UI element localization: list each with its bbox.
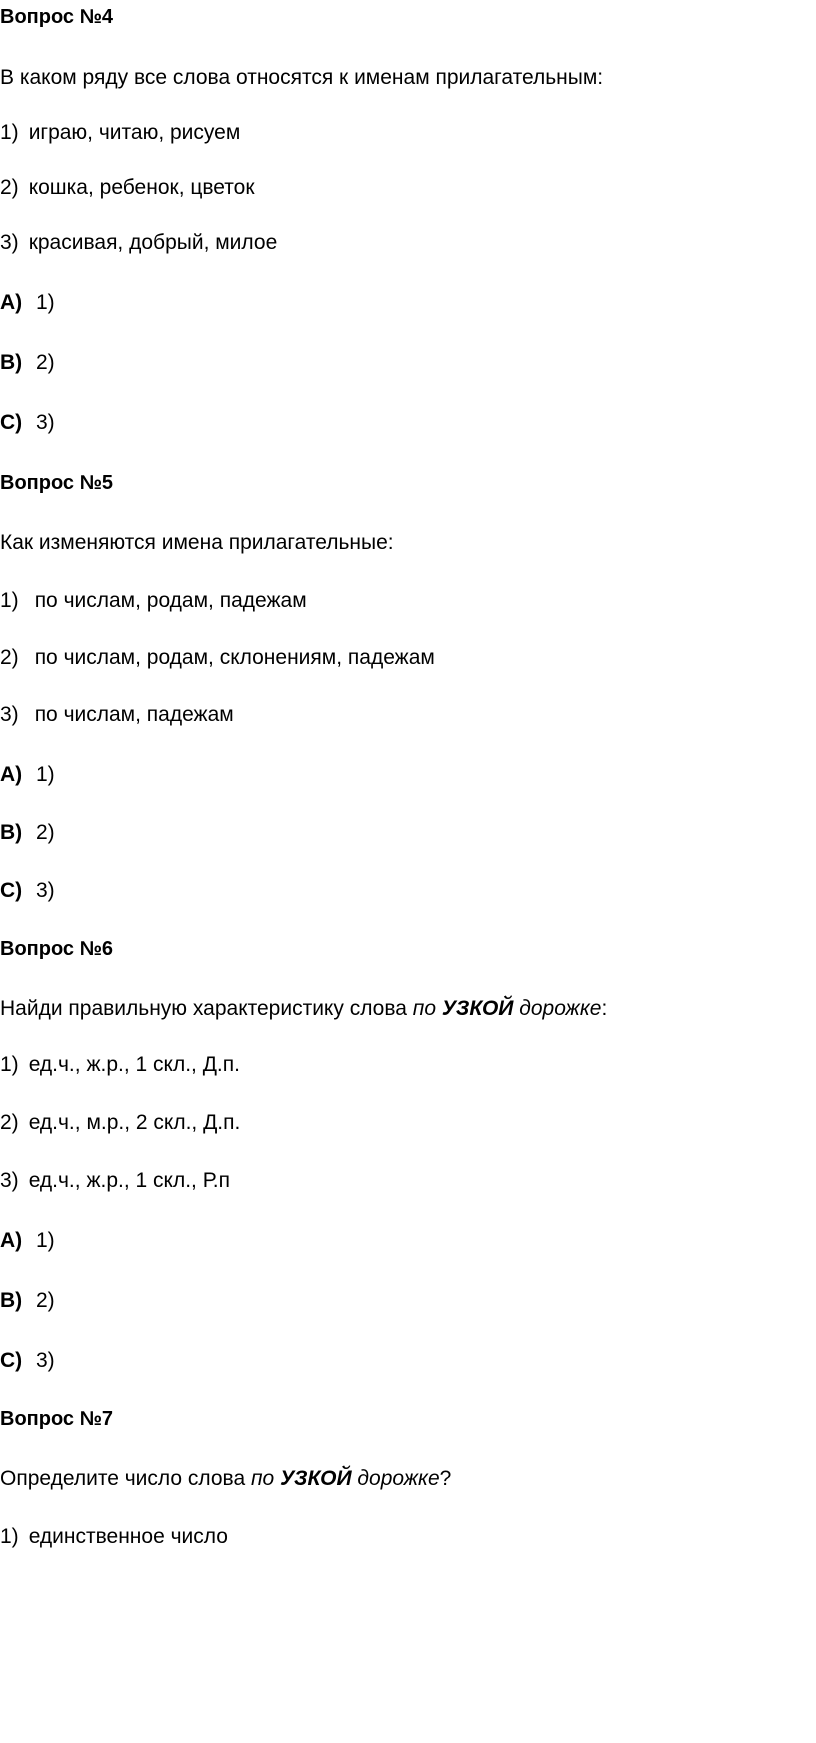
option-text: играю, читаю, рисуем [28, 121, 241, 144]
question-5-text: Как изменяются имена прилагательные: [0, 531, 394, 554]
answer-letter: A) [0, 763, 23, 786]
question-italic-word: дорожке [351, 1467, 440, 1490]
question-4-text: В каком ряду все слова относятся к именам прилагательным: [0, 66, 604, 89]
option-text: по числам, родам, склонениям, падежам [34, 646, 435, 669]
question-7-option-1 [0, 1524, 228, 1550]
answer-letter: A) [0, 291, 23, 314]
question-6-option-1 [0, 1052, 240, 1078]
question-4-answer-c[interactable] [0, 410, 55, 436]
question-4-option-1 [0, 120, 240, 146]
answer-value: 2) [36, 351, 55, 374]
answer-value: 1) [36, 291, 55, 314]
option-text: по числам, родам, падежам [34, 589, 307, 612]
option-number: 3) [0, 231, 19, 254]
question-5-option-1 [0, 588, 307, 614]
answer-letter: C) [0, 411, 23, 434]
option-number: 1) [0, 1053, 19, 1076]
question-4-option-2 [0, 175, 255, 201]
answer-value: 2) [36, 821, 55, 844]
question-5-answer-a[interactable] [0, 762, 55, 788]
question-text-suffix: : [601, 997, 608, 1020]
option-number: 2) [0, 1111, 19, 1134]
option-number: 2) [0, 646, 19, 669]
question-6-option-2 [0, 1110, 240, 1136]
answer-value: 1) [36, 1229, 55, 1252]
option-text: по числам, падежам [34, 703, 234, 726]
question-5-answer-c[interactable] [0, 878, 55, 904]
option-number: 3) [0, 1169, 19, 1192]
question-text-prefix: Определите число слова [0, 1467, 251, 1490]
option-text: ед.ч., ж.р., 1 скл., Р.п [28, 1169, 230, 1192]
option-number: 1) [0, 1525, 19, 1548]
answer-value: 3) [36, 411, 55, 434]
answer-value: 3) [36, 879, 55, 902]
question-italic-word: по [412, 997, 442, 1020]
question-6-answer-a[interactable] [0, 1228, 55, 1254]
option-text: кошка, ребенок, цветок [28, 176, 255, 199]
question-6-heading: Вопрос №6 [0, 938, 114, 960]
option-text: единственное число [28, 1525, 228, 1548]
option-text: ед.ч., ж.р., 1 скл., Д.п. [28, 1053, 240, 1076]
question-text-suffix: ? [439, 1467, 452, 1490]
question-7-heading: Вопрос №7 [0, 1408, 114, 1430]
question-4-heading: Вопрос №4 [0, 6, 114, 28]
question-5-option-2 [0, 645, 435, 671]
question-5-option-3 [0, 702, 234, 728]
answer-value: 2) [36, 1289, 55, 1312]
question-6-option-3 [0, 1168, 230, 1194]
question-italic-word: по [251, 1467, 281, 1490]
option-number: 2) [0, 176, 19, 199]
answer-letter: B) [0, 821, 23, 844]
question-4-option-3 [0, 230, 277, 256]
option-number: 1) [0, 121, 19, 144]
question-6-text [0, 996, 607, 1022]
option-text: ед.ч., м.р., 2 скл., Д.п. [28, 1111, 241, 1134]
question-5-heading: Вопрос №5 [0, 472, 114, 494]
answer-letter: B) [0, 1289, 23, 1312]
option-number: 3) [0, 703, 19, 726]
question-text-prefix: Найди правильную характеристику слова [0, 997, 413, 1020]
question-7-text [0, 1466, 451, 1492]
question-italic-word: дорожке [519, 997, 602, 1020]
question-emphasis-word: УЗКОЙ [441, 997, 520, 1020]
question-emphasis-word: УЗКОЙ [280, 1467, 352, 1490]
answer-letter: C) [0, 879, 23, 902]
option-text: красивая, добрый, милое [28, 231, 278, 254]
answer-letter: B) [0, 351, 23, 374]
question-4-answer-a[interactable] [0, 290, 55, 316]
question-6-answer-b[interactable] [0, 1288, 55, 1314]
option-number: 1) [0, 589, 19, 612]
question-6-answer-c[interactable] [0, 1348, 55, 1374]
question-5-answer-b[interactable] [0, 820, 55, 846]
answer-letter: A) [0, 1229, 23, 1252]
answer-letter: C) [0, 1349, 23, 1372]
answer-value: 1) [36, 763, 55, 786]
answer-value: 3) [36, 1349, 55, 1372]
question-4-answer-b[interactable] [0, 350, 55, 376]
